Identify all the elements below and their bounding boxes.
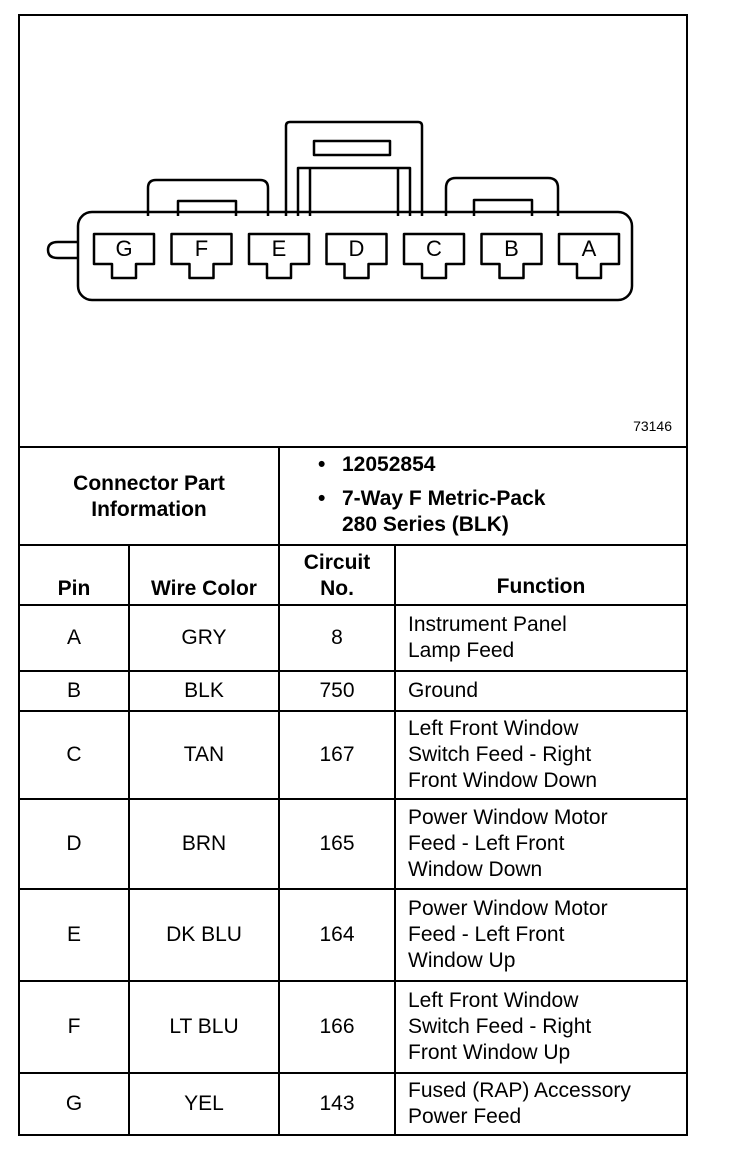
circuit-cell: 750 [319,679,355,702]
info-column-divider [278,446,280,546]
circuit-cell: 8 [331,626,343,649]
connector-type: • 7-Way F Metric-Pack 280 Series (BLK) [316,486,545,538]
connector-sheet [18,14,688,1136]
connector-info-label: Connector Part Information [73,472,225,521]
function-cell: Instrument Panel Lamp Feed [408,613,567,662]
circuit-cell: 143 [319,1092,355,1115]
latch-ribs [298,168,410,216]
function-cell: Fused (RAP) Accessory Power Feed [408,1079,631,1128]
wire-color-cell: LT BLU [169,1015,239,1038]
function-cell: Left Front Window Switch Feed - Right Front Window Down [408,717,598,792]
pin-label-d: D [348,236,365,261]
latch-slot [314,141,390,155]
circuit-cell: 166 [319,1015,355,1038]
function-cell: Power Window Motor Feed - Left Front Window Up [408,897,608,972]
pin-label-b: B [504,236,519,261]
wire-color-cell: GRY [181,626,227,649]
pin-cell: E [66,923,81,946]
circuit-cell: 165 [319,832,355,855]
pin-label-c: C [426,236,442,261]
pin-cell: C [66,743,82,766]
header-pin: Pin [57,577,91,600]
circuit-cell: 164 [319,923,355,946]
connector-right-bump [446,178,558,216]
connector-info-list [316,452,545,546]
circuit-column-divider [394,544,396,1136]
pin-label-g: G [115,236,133,261]
pin-cell: A [66,626,81,649]
pin-cell: G [65,1092,83,1115]
connector-diagram [20,16,686,446]
function-cell: Ground [408,679,479,702]
wire-color-cell: BLK [184,679,224,702]
figure-id: 73146 [633,418,672,434]
wire-color-cell: DK BLU [166,923,242,946]
pin-label-a: A [581,236,597,261]
function-cell: Power Window Motor Feed - Left Front Window Down [408,806,608,881]
wire-color-cell: YEL [184,1092,224,1115]
header-function: Function [496,575,586,598]
header-circuit: Circuit No. [303,551,371,600]
function-cell: Left Front Window Switch Feed - Right Front Window Up [408,989,592,1064]
connector-left-tab [48,242,78,258]
pin-cell: F [67,1015,81,1038]
connector-left-bump [148,180,268,216]
wire-color-cell: TAN [183,743,225,766]
wire-color-cell: BRN [181,832,227,855]
part-number: • 12052854 [316,452,545,478]
pin-label-f: F [194,236,209,261]
pin-cell: B [66,679,81,702]
pin-cell: D [66,832,82,855]
header-wire-color: Wire Color [151,577,257,600]
circuit-cell: 167 [319,743,355,766]
pin-label-e: E [271,236,287,261]
